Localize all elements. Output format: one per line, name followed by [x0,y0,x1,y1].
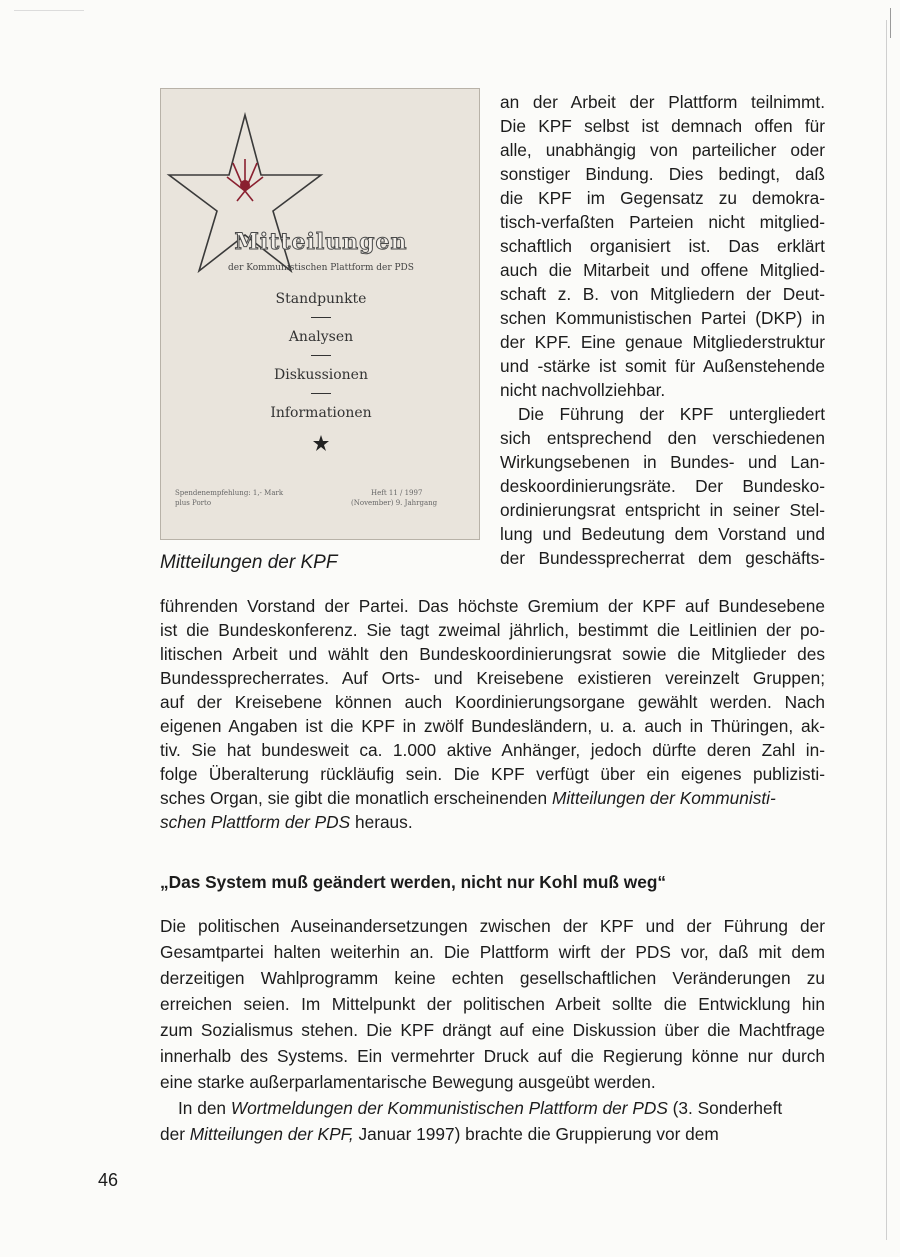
text-line: ordinierungsrat entspricht in seiner Stel- [500,500,825,520]
cover-item-standpunkte: Standpunkte [275,291,367,307]
text-line: schen Kommunistischen Partei (DKP) in [500,308,825,328]
text-line: der KPF. Eine genaue Mitgliederstruktur [500,332,825,352]
cover-footer-left: Spendenempfehlung: 1,- Mark [175,489,284,497]
text-line: tisch-verfaßten Parteien nicht mitglied- [500,212,825,232]
text-line: Wirkungsebenen in Bundes- und Lan- [500,452,825,472]
section-heading: „Das System muß geändert werden, nicht nur Kohl muß weg“ [160,872,667,892]
figure-caption: Mitteilungen der KPF [160,552,338,573]
text-line: Die KPF selbst ist demnach offen für [500,116,825,136]
text-line: schaftlich organisiert ist. Das erklärt [500,236,825,256]
text-line: schaft z. B. von Mitgliedern der Deut- [500,284,825,304]
italic-title: Mitteilungen der KPF, [189,1124,354,1144]
text-line [160,810,825,834]
text-line [178,1096,825,1120]
text-line: innerhalb des Systems. Ein vermehrter Druck auf die Regierung könne nur durch [160,1046,825,1066]
page-number: 46 [98,1170,119,1190]
text-line: die KPF im Gegensatz zu demokra- [500,188,825,208]
text-line: zum Sozialismus stehen. Die KPF drängt auf eine Diskussion über die Machtfrage [160,1020,825,1040]
text-line [160,1122,825,1146]
cover-item-diskussionen: Diskussionen [274,367,368,383]
text-line: auch die Mitarbeit und offene Mitglied- [500,260,825,280]
italic-title: Wortmeldungen der Kommunistischen Plattform der PDS [230,1098,668,1118]
cover-item-informationen: Informationen [270,405,372,421]
text-line: führenden Vorstand der Partei. Das höchste Gremium der KPF auf Bundesebene [160,596,825,616]
text-line: derzeitigen Wahlprogramm keine echten gesellschaftlichen Veränderungen zu [160,968,825,988]
cover-title: Mitteilungen [234,229,408,255]
text-line: Die Führung der KPF untergliedert [518,404,825,424]
divider [311,355,331,356]
text-line: auf der Kreisebene können auch Koordinierungsorgane gewählt werden. Nach [160,692,825,712]
text-span: Januar 1997) brachte die Gruppierung vor dem [353,1124,719,1144]
text-line: alle, unabhängig von parteilicher oder [500,140,825,160]
text-line: litischen Arbeit und wählt den Bundeskoordinierungsrat sowie die Mitglieder des [160,644,825,664]
star-emblem-icon [161,89,481,541]
divider [311,393,331,394]
text-span: heraus. [350,812,413,832]
text-line: Bundessprecherrates. Auf Orts- und Kreisebene existieren vereinzelt Gruppen; [160,668,825,688]
text-line: nicht nachvollziehbar. [500,380,666,400]
text-line: sonstiger Bindung. Dies bedingt, daß [500,164,825,184]
cover-subtitle: der Kommunistischen Plattform der PDS [228,263,414,273]
text-line: eigenen Angaben ist die KPF in zwölf Bundesländern, u. a. auch in Thüringen, ak- [160,716,825,736]
scan-edge-right [886,20,887,1240]
text-line: deskoordinierungsräte. Der Bundesko- [500,476,825,496]
text-line: eine starke außerparlamentarische Bewegung ausgeübt werden. [160,1072,656,1092]
text-line: Die politischen Auseinandersetzungen zwischen der KPF und der Führung der [160,916,825,936]
text-span: der [160,1124,190,1144]
scan-edge-mark [890,8,891,38]
text-line: lung und Bedeutung dem Vorstand und [500,524,825,544]
text-span: In den [178,1098,231,1118]
text-line: ist die Bundeskonferenz. Sie tagt zweimal jährlich, bestimmt die Leitlinien der po- [160,620,825,640]
italic-title: Mitteilungen der Kommunisti- [551,788,776,808]
text-line: der Bundessprecherrat dem geschäfts- [500,548,825,568]
cover-footer-left2: plus Porto [175,499,212,507]
scan-edge-top [14,10,84,11]
cover-item-analysen: Analysen [288,329,354,345]
text-span: (3. Sonderheft [667,1098,783,1118]
divider [311,317,331,318]
italic-title: schen Plattform der PDS [160,812,351,832]
text-line: und -stärke ist somit für Außenstehende [500,356,825,376]
text-line: erreichen seien. Im Mittelpunkt der politischen Arbeit sollte die Entwicklung hin [160,994,825,1014]
cover-footer-right2: (November) 9. Jahrgang [351,499,438,507]
cover-footer-right: Heft 11 / 1997 [371,489,423,497]
text-line: folge Überalterung rückläufig sein. Die KPF verfügt über ein eigenes publizisti- [160,764,825,784]
text-line: an der Arbeit der Plattform teilnimmt. [500,92,825,112]
text-span: sches Organ, sie gibt die monatlich erscheinenden [160,788,552,808]
text-line: tiv. Sie hat bundesweit ca. 1.000 aktive Anhänger, jedoch dürfte deren Zahl in- [160,740,825,760]
text-line: Gesamtpartei halten weiterhin an. Die Plattform wirft der PDS vor, daß mit dem [160,942,825,962]
text-line [160,786,825,810]
text-line: sich entsprechend den verschiedenen [500,428,825,448]
cover-image [160,88,480,540]
